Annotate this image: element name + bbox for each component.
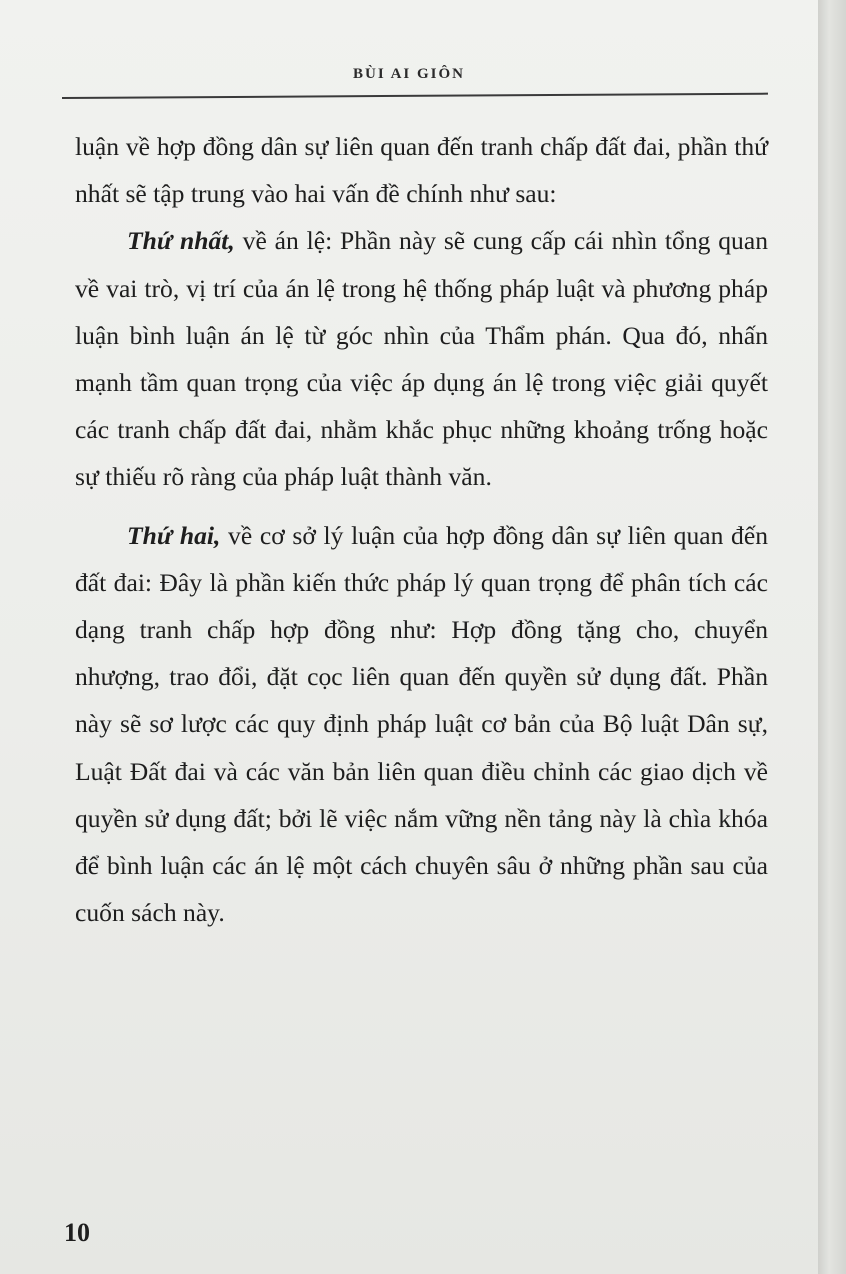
paragraph-text: về cơ sở lý luận của hợp đồng dân sự liên quan đến đất đai: Đây là phần kiến thức pháp lý quan trọng để phân tích các dạng tranh chấp hợp đồng như: Hợp đồng tặng cho, chuyển nhượng, trao đổi, đặt cọc liên quan đến quyền sử dụng đất. Phần này sẽ sơ lược các quy định pháp luật cơ bản của Bộ luật Dân sự, Luật Đất đai và các văn bản liên quan điều chỉnh các giao dịch về quyền sử dụng đất; bởi lẽ việc nắm vững nền tảng này là chìa khóa để bình luận các án lệ một cách chuyên sâu ở những phần sau của cuốn sách này. [75, 520, 768, 928]
paragraph-continuation [75, 123, 768, 217]
page-number: 10 [64, 1218, 90, 1247]
paragraph-text: về án lệ: Phần này sẽ cung cấp cái nhìn tổng quan về vai trò, vị trí của án lệ trong hệ thống pháp luật và phương pháp luận bình luận án lệ từ góc nhìn của Thẩm phán. Qua đó, nhấn mạnh tầm quan trọng của việc áp dụng án lệ trong việc giải quyết các tranh chấp đất đai, nhằm khắc phục những khoảng trống hoặc sự thiếu rõ ràng của pháp luật thành văn. [75, 226, 768, 492]
header-rule [62, 93, 768, 99]
paragraph-lead: Thứ nhất, [127, 226, 235, 256]
paragraph-text: luận về hợp đồng dân sự liên quan đến tranh chấp đất đai, phần thứ nhất sẽ tập trung vào hai vấn đề chính như sau: [75, 132, 768, 209]
body-text [75, 123, 768, 936]
paragraph-second-point [75, 512, 768, 937]
running-head: BÙI AI GIÔN [352, 66, 466, 82]
paragraph-first-point [75, 217, 768, 500]
page-edge [818, 0, 846, 1274]
paragraph-lead: Thứ hai, [127, 520, 221, 550]
